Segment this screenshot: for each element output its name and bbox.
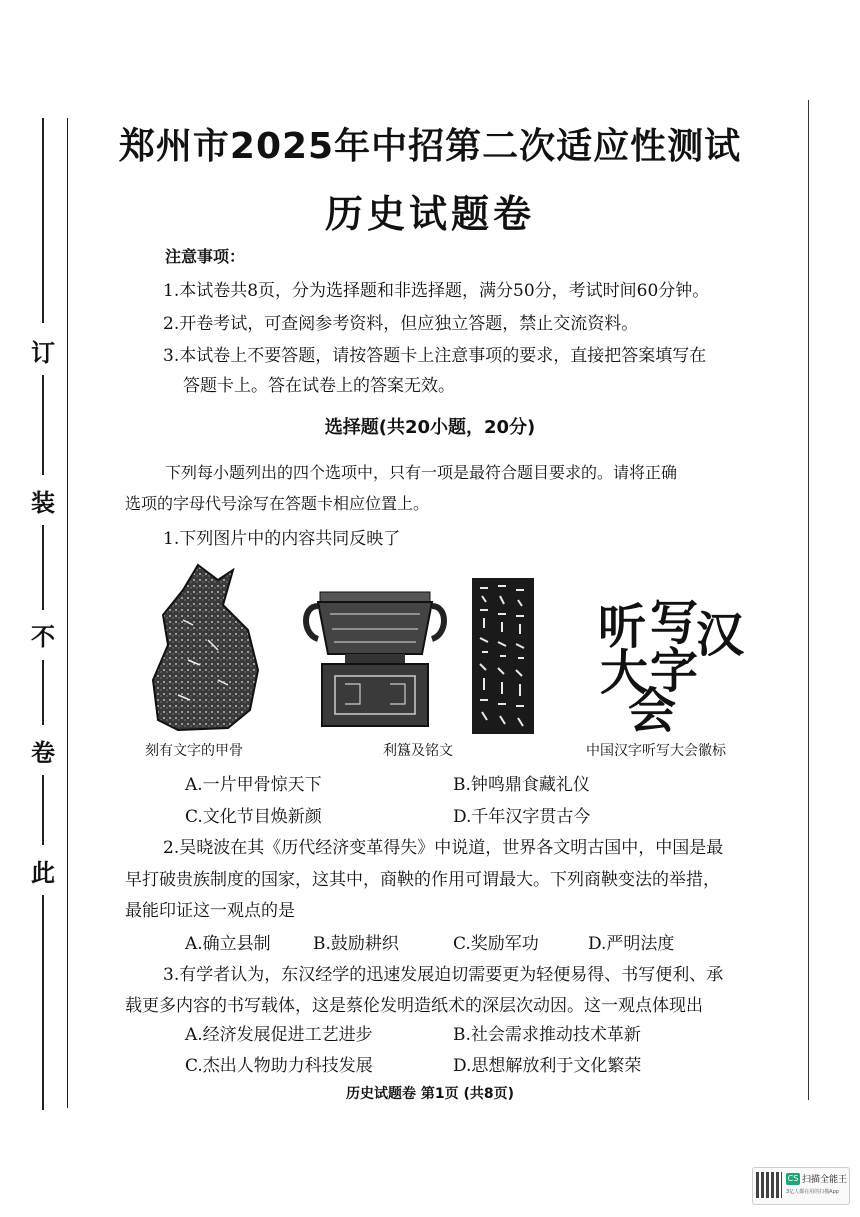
question-2-option[interactable]: D.严明法度 bbox=[588, 934, 675, 954]
notice-heading: 注意事项： bbox=[165, 247, 246, 266]
notice-item: 答题卡上。答在试卷上的答案无效。 bbox=[183, 376, 455, 396]
question-3-option[interactable]: C.杰出人物助力科技发展 bbox=[185, 1056, 373, 1076]
question-2-option[interactable]: B.鼓励耕织 bbox=[313, 934, 399, 954]
section-instruction: 下列每小题列出的四个选项中，只有一项是最符合题目要求的。请将正确 bbox=[165, 463, 678, 482]
question-3-stem: 3.有学者认为，东汉经学的迅速发展迫切需要更为轻便易得、书写便利、承 bbox=[163, 965, 724, 985]
question-2-stem: 最能印证这一观点的是 bbox=[125, 901, 295, 921]
exam-title: 郑州市2025年中招第二次适应性测试 bbox=[118, 126, 742, 167]
notice-item: 2.开卷考试，可查阅参考资料，但应独立答题，禁止交流资料。 bbox=[163, 314, 639, 334]
question-1-stem: 1.下列图片中的内容共同反映了 bbox=[163, 529, 401, 549]
notice-item: 3.本试卷上不要答题，请按答题卡上注意事项的要求，直接把答案填写在 bbox=[163, 346, 707, 366]
image-caption: 刻有文字的甲骨 bbox=[145, 743, 243, 759]
question-3-stem: 载更多内容的书写载体，这是蔡伦发明造纸术的深层次动因。这一观点体现出 bbox=[125, 996, 703, 1016]
question-1-option[interactable]: A.一片甲骨惊天下 bbox=[185, 775, 322, 795]
logo-char: 听 bbox=[598, 599, 647, 655]
margin-char: 订 bbox=[31, 339, 55, 367]
question-1-option[interactable]: C.文化节目焕新颜 bbox=[185, 807, 322, 827]
margin-dash bbox=[42, 660, 44, 725]
question-1-option[interactable]: B.钟鸣鼎食藏礼仪 bbox=[453, 775, 590, 795]
margin-char: 不 bbox=[31, 623, 55, 651]
logo-char: 字 bbox=[650, 643, 699, 699]
oracle-bone-image bbox=[138, 560, 268, 735]
section-title: 选择题(共20小题，20分) bbox=[324, 417, 536, 438]
scanner-tagline: 3亿人都在用的扫描App bbox=[786, 1189, 839, 1195]
inscription-rubbing-image bbox=[472, 578, 534, 734]
camscanner-icon: CS bbox=[787, 1174, 799, 1183]
paper-subject-title: 历史试题卷 bbox=[324, 192, 535, 236]
page-footer: 历史试题卷 第1页 (共8页) bbox=[345, 1086, 515, 1102]
li-gui-vessel-image bbox=[300, 584, 450, 729]
scanner-watermark bbox=[752, 1167, 850, 1205]
question-2-option[interactable]: C.奖励军功 bbox=[453, 934, 539, 954]
binding-line bbox=[67, 118, 68, 1108]
question-2-stem: 2.吴晓波在其《历代经济变革得失》中说道，世界各文明古国中，中国是最 bbox=[163, 838, 724, 858]
margin-dash bbox=[42, 895, 44, 1110]
scanner-app-name: 扫描全能王 bbox=[802, 1175, 848, 1185]
notice-item: 1.本试卷共8页，分为选择题和非选择题，满分50分，考试时间60分钟。 bbox=[163, 281, 710, 301]
question-1-option[interactable]: D.千年汉字贯古今 bbox=[453, 807, 591, 827]
margin-dash bbox=[42, 775, 44, 845]
logo-char: 汉 bbox=[696, 607, 745, 663]
question-3-option[interactable]: D.思想解放利于文化繁荣 bbox=[453, 1056, 642, 1076]
margin-char: 装 bbox=[31, 489, 55, 517]
margin-char: 此 bbox=[31, 859, 55, 887]
question-3-option[interactable]: B.社会需求推动技术革新 bbox=[453, 1025, 641, 1045]
question-2-option[interactable]: A.确立县制 bbox=[185, 934, 271, 954]
qr-code-icon bbox=[756, 1172, 782, 1198]
margin-dash bbox=[42, 525, 44, 610]
right-border-line bbox=[808, 100, 809, 1100]
question-2-stem: 早打破贵族制度的国家，这其中，商鞅的作用可谓最大。下列商鞅变法的举措， bbox=[125, 870, 720, 890]
question-3-option[interactable]: A.经济发展促进工艺进步 bbox=[185, 1025, 373, 1045]
logo-char: 大 bbox=[600, 645, 649, 701]
logo-char: 会 bbox=[628, 683, 677, 739]
section-instruction: 选项的字母代号涂写在答题卡相应位置上。 bbox=[125, 494, 430, 513]
dictation-contest-logo bbox=[598, 588, 748, 739]
image-caption: 中国汉字听写大会徽标 bbox=[586, 743, 726, 759]
logo-char: 写 bbox=[650, 595, 699, 651]
margin-char: 卷 bbox=[31, 739, 55, 767]
image-caption: 利簋及铭文 bbox=[383, 743, 453, 759]
